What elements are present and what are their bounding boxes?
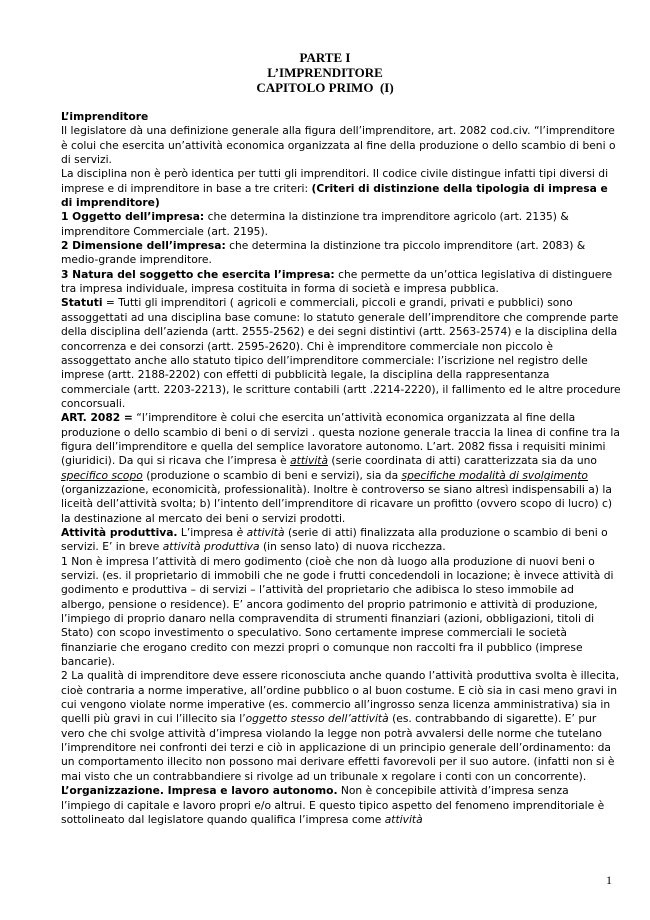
document-body (61, 110, 621, 827)
part-heading: PARTE I (299, 50, 351, 65)
intro-paragraph: Il legislatore dà una definizione generale alla figura dell’imprenditore, art. 2082 cod.civ. “l’imprenditore è colui che esercita un’attività economica organizzata al fine della produzione o dello scambio di beni o di servizi. (61, 124, 616, 167)
section-title: L’imprenditore (61, 110, 149, 123)
attivita-produttiva-paragraph: Attività produttiva. L’impresa è attività (serie di atti) finalizzata alla produzione o scambio di beni o servizi. E’ in breve attività produttiva (in senso lato) di nuova ricchezza. (61, 525, 608, 554)
criterion-2: 2 Dimensione dell’impresa: che determina la distinzione tra piccolo imprenditore (art. 2083) & medio-grande imprenditore. (61, 239, 586, 267)
criterion-1: 1 Oggetto dell’impresa: che determina la distinzione tra imprenditore agricolo (art. 2135) & imprenditore Commerciale (art. 2195). (61, 210, 569, 238)
disciplina-paragraph: La disciplina non è però identica per tutti gli imprenditori. Il codice civile distingue infatti tipi diversi di imprese e di imprenditore in base a tre criteri: (Criteri di distinzione della tipologia di impresa e di imprenditore) (61, 167, 609, 210)
art-2082-paragraph: ART. 2082 = “l’imprenditore è colui che esercita un’attività economica organizzata al fine della produzione o dello scambio di beni o di servizi . questa nozione generale traccia la linea di confine tra la figura dell’imprenditore e quella del semplice lavoratore autonomo. L’art. 2082 fissa i requisiti minimi (giuridici). Da qui si ricava che l’impresa è attività (serie coordinata di atti) caratterizzata sia da uno specifico scopo (produzione o scambio di beni e servizi), sia da specifiche modalità di svolgimento (organizzazione, economicità, professionalità). Inoltre è controverso se siano altresì indispensabili a) la liceità dell’attività svolta; b) l’intento dell’imprenditore di ricavare un profitto (ovvero scopo di lucro) c) la destinazione al mercato dei beni o servizi prodotti. (61, 411, 620, 525)
point-2-paragraph: 2 La qualità di imprenditore deve essere riconosciuta anche quando l’attività produttiva svolta è illecita, cioè contraria a norme imperative, all’ordine pubblico o al buon costume. E ciò sia in casi meno gravi in cui vengono violate norme imperative (es. commercio all’ingrosso senza licenza amministrativa) sia in quelli più gravi in cui l’illecito sia l’oggetto stesso dell’attività (es. contrabbando di sigarette). E’ pur vero che chi svolge attività d’impresa violando la legge non potrà avvalersi delle norme che tutelano l’imprenditore nei confronti dei terzi e ciò in applicazione di un principio generale dell’ordinamento: da un comportamento illecito non possono mai derivare effetti favorevoli per il suo autore. (infatti non si è mai visto che un contrabbandiere si rivolge ad un tribunale x regolare i conti con un concorrente). (61, 669, 620, 783)
criterion-3: 3 Natura del soggetto che esercita l’impresa: che permette da un’ottica legislativa di distinguere tra impresa individuale, impresa costituita in forma di società e impresa pubblica. (61, 267, 613, 296)
chapter-heading: CAPITOLO PRIMO (I) (256, 80, 394, 95)
document-title: L’IMPRENDITORE (267, 65, 383, 80)
point-1-paragraph: 1 Non è impresa l’attività di mero godimento (cioè che non dà luogo alla produzione di nuovi beni o servizi. (es. il proprietario di immobili che ne gode i frutti concedendoli in locazione; è invece attività di godimento e produttiva – di servizi – l’attività del proprietario che adibisca lo steso immobile ad albergo, pensione o residence). E’ ancora godimento del proprio patrimonio e attività di produzione, l’impiego di proprio danaro nella compravendita di strumenti finanziari (azioni, obbligazioni, titoli di Stato) con scopo investimento o speculativo. Sono certamente imprese commerciali le società finanziarie che erogano credito con mezzi propri o comunque non raccolti fra il pubblico (imprese bancarie). (61, 554, 614, 669)
statuti-paragraph: Statuti = Tutti gli imprenditori ( agricoli e commerciali, piccoli e grandi, privati e pubblici) sono assoggettati ad una disciplina base comune: lo statuto generale dell’imprenditore che comprende parte della disciplina dell’azienda (artt. 2555-2562) e dei segni distintivi (artt. 2563-2574) e la disciplina della concorrenza e dei consorzi (artt. 2595-2620). Chi è imprenditore commerciale non piccolo è assoggettato anche allo statuto tipico dell’imprenditore commerciale: l’iscrizione nel registro delle imprese (artt. 2188-2202) con effetti di pubblicità legale, la disciplina della rappresentanza commerciale (artt. 2203-2213), le scritture contabili (artt .2214-2220), il fallimento ed le altre procedure concorsuali. (61, 296, 621, 410)
page-number: 1 (606, 873, 612, 887)
organizzazione-paragraph: L’organizzazione. Impresa e lavoro autonomo. Non è concepibile attività d’impresa senza l’impiego di capitale e lavoro propri e/o altrui. E questo tipico aspetto del fenomeno imprenditoriale è sottolineato dal legislatore quando qualifica l’impresa come attività (61, 784, 605, 826)
